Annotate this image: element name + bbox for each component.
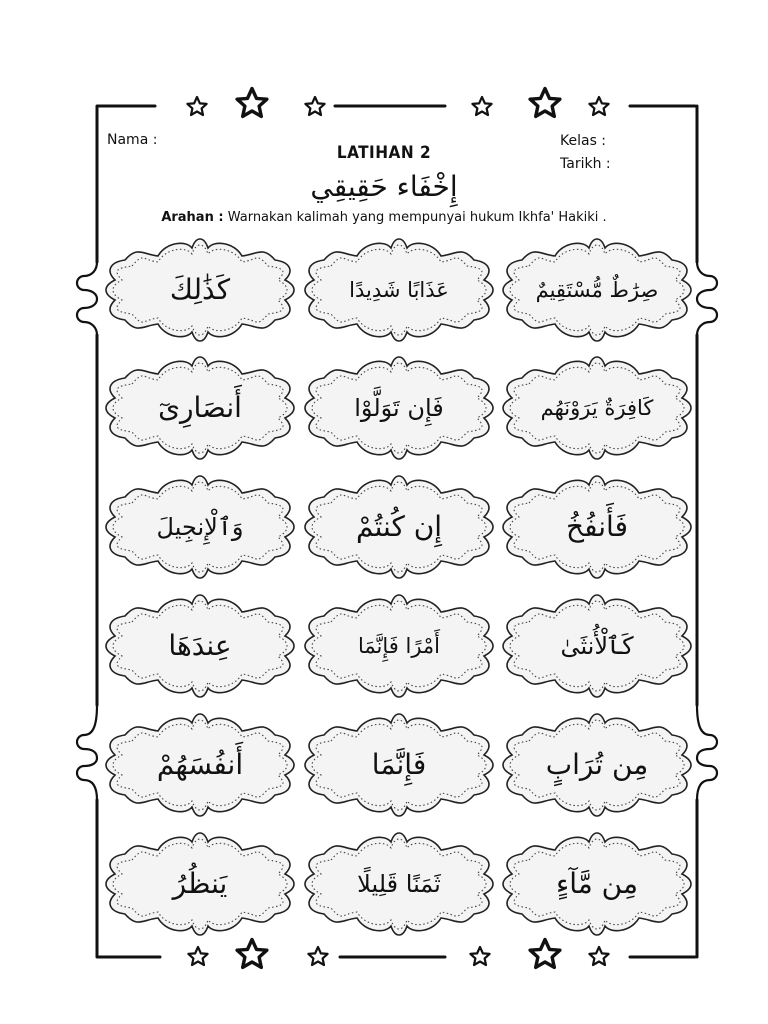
instruction-text [0,210,768,225]
word-card-text[interactable]: كَٱلْأُنثَىٰ [560,632,634,660]
word-card-text[interactable]: أَنفُسَهُمْ [156,748,244,781]
word-card-text[interactable]: فَأَنفُخُ [566,510,628,543]
word-card-text[interactable]: أَنصَارِىٓ [158,391,242,424]
word-card-text[interactable]: كَذَٰلِكَ [169,273,231,306]
page-title: LATIHAN 2 [336,143,432,163]
word-card-text[interactable]: فَإِنَّمَا [371,748,427,781]
word-card-text[interactable]: إِن كُنتُمْ [355,510,443,543]
word-card-text[interactable]: ثَمَنًا قَلِيلًا [357,870,441,898]
page-subtitle-arabic: إِخْفَاء حَقِيقِي [310,170,458,203]
word-card-text[interactable]: كَافِرَةٌ يَرَوْنَهُم [540,396,654,420]
word-card-text[interactable]: مِن مَّآءٍ [556,867,638,900]
word-card-text[interactable]: صِرَٰطٌ مُّسْتَقِيمٌ [535,278,659,302]
star-icons-bottom [188,940,608,968]
instruction-body: Warnakan kalimah yang mempunyai hukum Ikhfa' Hakiki . [223,210,607,225]
word-card-text[interactable]: أَمْرًا فَإِنَّمَا [357,634,440,658]
kelas-label: Kelas : [560,133,607,149]
word-card-text[interactable]: عِندَهَا [168,629,232,662]
word-card-text[interactable]: وَٱلْإِنجِيلَ [156,513,244,541]
word-card-text[interactable]: يَنظُرُ [172,867,228,900]
word-card-text[interactable]: فَإِن تَوَلَّوْا [354,394,444,422]
tarikh-label: Tarikh : [560,156,611,172]
star-icons-top [187,89,608,117]
word-card-text[interactable]: مِن تُرَابٍ [545,748,649,781]
word-card-text[interactable]: عَذَابًا شَدِيدًا [349,278,449,302]
word-cards [106,239,691,935]
instruction-prefix: Arahan : [161,210,224,225]
nama-label: Nama : [107,132,158,148]
